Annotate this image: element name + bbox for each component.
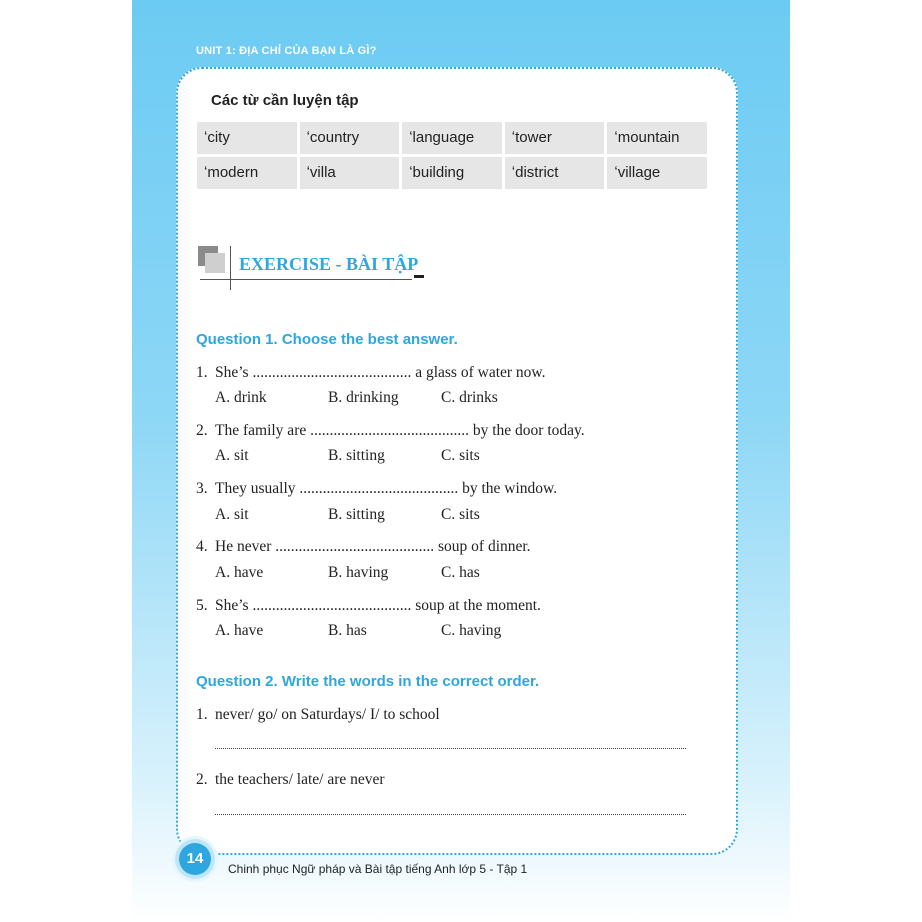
option-a[interactable]: A. drink [215,389,267,406]
vocab-word: ʻcountry [300,122,400,154]
answer-write-line[interactable] [215,814,686,815]
vocab-table [197,122,707,189]
unit-header: UNIT 1: ĐỊA CHỈ CỦA BẠN LÀ GÌ? [196,45,377,57]
option-c[interactable]: C. drinks [441,389,498,406]
question-text: They usually ......................................... by the window. [215,480,558,497]
answer-options [215,506,554,524]
vocab-word: ʻlanguage [402,122,502,154]
vocab-word: ʻmodern [197,157,297,189]
answer-options [215,564,554,582]
question-number: 2. [196,422,208,439]
question-line [196,480,557,498]
option-a[interactable]: A. have [215,622,264,639]
answer-options [215,447,554,465]
option-c[interactable]: C. sits [441,506,480,523]
question-line [196,422,585,440]
option-a[interactable]: A. sit [215,447,249,464]
exercise-decor-hline [200,279,412,280]
page-number-badge: 14 [179,843,211,875]
question-line [196,597,541,615]
question1-heading: Question 1. Choose the best answer. [196,331,458,348]
option-a[interactable]: A. sit [215,506,249,523]
question-line [196,364,546,382]
exercise-decor-square-light [205,253,225,273]
option-b[interactable]: B. sitting [328,506,385,523]
question-number: 3. [196,480,208,497]
book-title-footer: Chinh phục Ngữ pháp và Bài tập tiếng Anh lớp 5 - Tập 1 [228,862,528,876]
option-a[interactable]: A. have [215,564,264,581]
exercise-title: EXERCISE - BÀI TẬP [239,254,419,274]
question-line [196,538,531,556]
vocab-word: ʻvillage [607,157,707,189]
option-b[interactable]: B. drinking [328,389,399,406]
answer-options [215,622,554,640]
question-text: the teachers/ late/ are never [215,771,385,788]
option-c[interactable]: C. having [441,622,502,639]
question-number: 2. [196,771,208,788]
exercise-decor-vline [230,246,231,290]
vocab-word: ʻvilla [300,157,400,189]
vocab-word: ʻbuilding [402,157,502,189]
exercise-decor-tick [414,275,424,278]
option-b[interactable]: B. having [328,564,389,581]
option-b[interactable]: B. has [328,622,367,639]
question-number: 1. [196,364,208,381]
question-text: The family are ......................................... by the door today. [215,422,585,439]
question-text: He never ......................................... soup of dinner. [215,538,531,555]
vocab-title: Các từ cần luyện tập [211,92,359,109]
answer-options [215,389,554,407]
question-text: never/ go/ on Saturdays/ I/ to school [215,706,440,723]
question-number: 5. [196,597,208,614]
question-number: 1. [196,706,208,723]
vocab-word: ʻcity [197,122,297,154]
vocab-word: ʻtower [505,122,605,154]
question-line [196,771,385,789]
question2-heading: Question 2. Write the words in the correct order. [196,673,540,690]
answer-write-line[interactable] [215,748,686,749]
question-number: 4. [196,538,208,555]
vocab-word: ʻdistrict [505,157,605,189]
option-b[interactable]: B. sitting [328,447,385,464]
question-text: She’s ......................................... a glass of water now. [215,364,546,381]
vocab-word: ʻmountain [607,122,707,154]
option-c[interactable]: C. has [441,564,480,581]
option-c[interactable]: C. sits [441,447,480,464]
question-line [196,706,440,724]
question-text: She’s ......................................... soup at the moment. [215,597,541,614]
